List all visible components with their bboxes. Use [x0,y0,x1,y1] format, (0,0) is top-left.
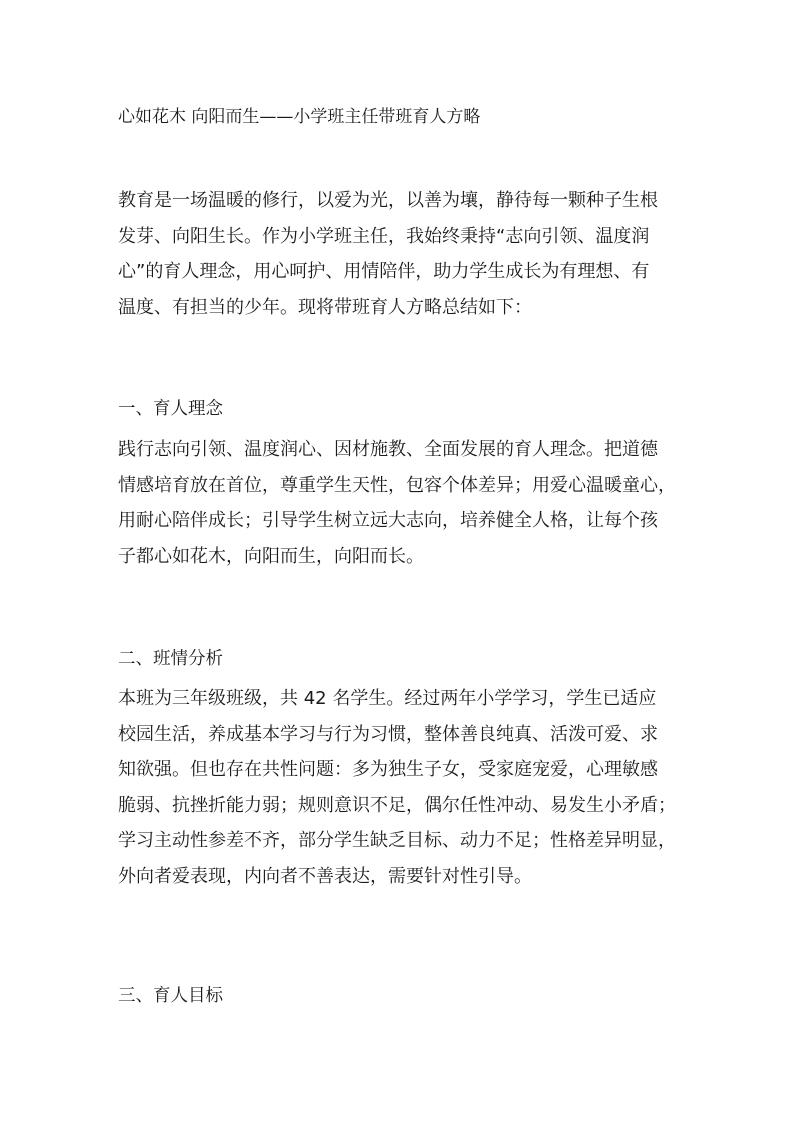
paragraph-line: 外向者爱表现，内向者不善表达，需要针对性引导。 [118,865,532,887]
paragraph-line: 脆弱、抗挫折能力弱；规则意识不足，偶尔任性冲动、易发生小矛盾； [118,794,676,816]
paragraph-line: 情感培育放在首位，尊重学生天性，包容个体差异；用爱心温暖童心， [118,474,676,496]
paragraph-line: 用耐心陪伴成长；引导学生树立远大志向，培养健全人格，让每个孩 [118,510,658,531]
paragraph-line: 发芽、向阳生长。作为小学班主任，我始终秉持“志向引领、温度润 [118,225,650,247]
section-heading-3: 三、育人目标 [118,986,223,1006]
document-title: 心如花木 向阳而生——小学班主任带班育人方略 [118,107,481,127]
section-1-paragraph [118,432,678,574]
section-2-paragraph [118,681,678,894]
paragraph-line: 教育是一场温暖的修行，以爱为光，以善为壤，静待每一颗种子生根 [118,190,658,211]
paragraph-line: 学习主动性参差不齐，部分学生缺乏目标、动力不足；性格差异明显， [118,830,676,851]
paragraph-line: 校园生活，养成基本学习与行为习惯，整体善良纯真、活泼可爱、求 [118,723,658,745]
paragraph-line: 践行志向引领、温度润心、因材施教、全面发展的育人理念。把道德 [118,439,658,460]
intro-paragraph [118,183,678,325]
paragraph-line: 知欲强。但也存在共性问题：多为独生子女，受家庭宠爱，心理敏感 [118,759,658,780]
section-heading-1: 一、育人理念 [118,399,223,419]
paragraph-line: 心”的育人理念，用心呵护、用情陪伴，助力学生成长为有理想、有 [118,261,650,282]
section-heading-2: 二、班情分析 [118,649,223,669]
paragraph-line: 温度、有担当的少年。现将带班育人方略总结如下： [118,296,532,318]
paragraph-line: 本班为三年级班级，共 42 名学生。经过两年小学学习，学生已适应 [118,688,657,709]
paragraph-line: 子都心如花木，向阳而生，向阳而长。 [118,545,424,567]
